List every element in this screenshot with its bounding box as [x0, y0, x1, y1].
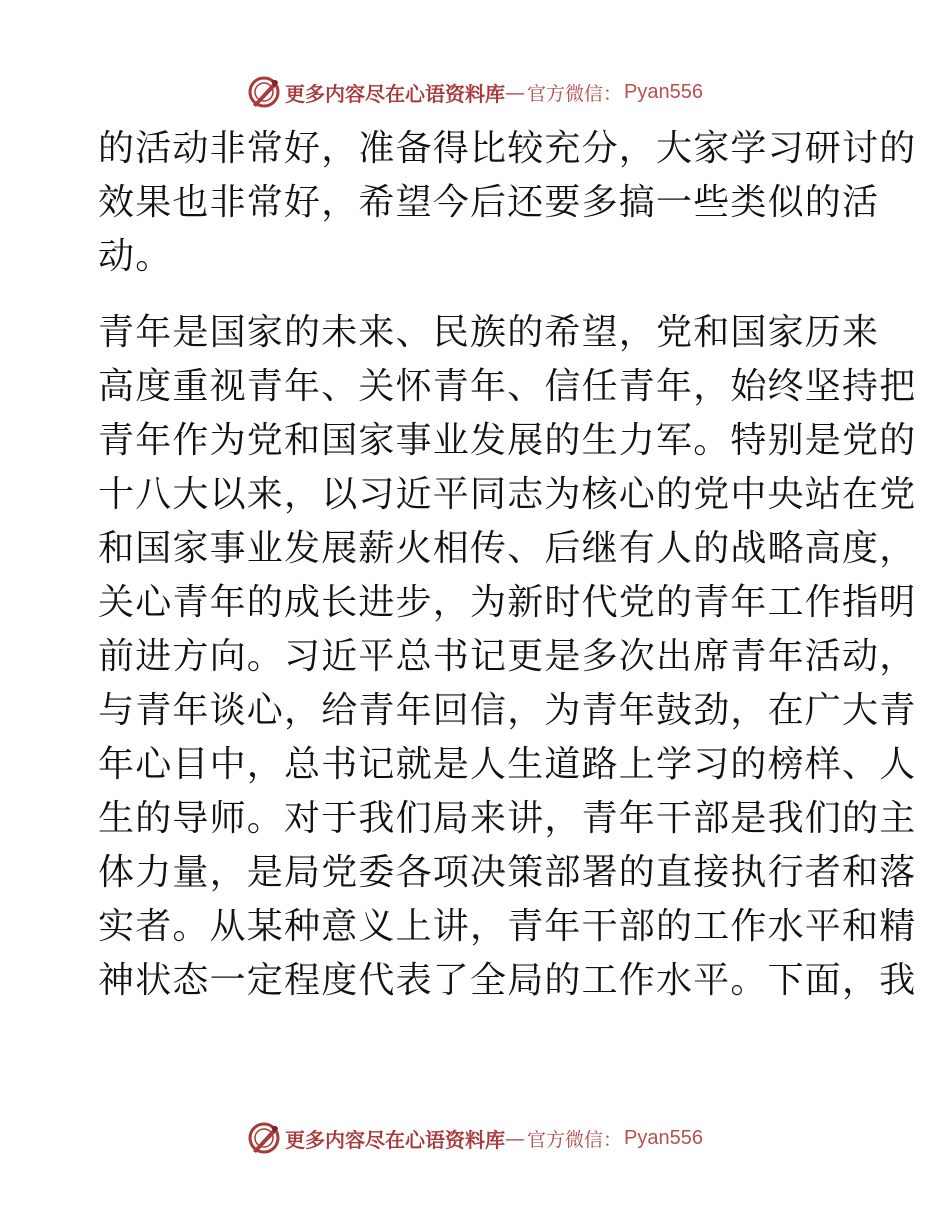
text-line: 青年是国家的未来、民族的希望，党和国家历来: [98, 312, 880, 353]
text-line: 效果也非常好，希望今后还要多搞一些类似的活: [98, 182, 880, 223]
site-name: 更多内容尽在心语资料库: [285, 81, 505, 106]
wechat-id: Pyan556: [624, 1126, 703, 1149]
official-wechat-label: 官方微信：: [527, 1128, 623, 1151]
separator-dash: —: [505, 80, 525, 104]
paragraph-1: [98, 122, 917, 284]
wechat-id: Pyan556: [624, 80, 703, 103]
official-wechat-label: 官方微信：: [527, 82, 623, 105]
quill-pen-logo-icon: [247, 75, 281, 109]
text-line: 动。: [98, 236, 173, 277]
text-line: 高度重视青年、关怀青年、信任青年，始终坚持把: [98, 366, 917, 407]
header-banner: [0, 72, 950, 112]
text-line: 体力量，是局党委各项决策部署的直接执行者和落: [98, 852, 917, 893]
text-line: 关心青年的成长进步，为新时代党的青年工作指明: [98, 582, 917, 623]
separator-dash: —: [505, 1126, 525, 1150]
paragraph-2: [98, 306, 917, 1008]
document-body: [98, 122, 917, 1008]
text-line: 实者。从某种意义上讲，青年干部的工作水平和精: [98, 906, 917, 947]
text-line: 青年作为党和国家事业发展的生力军。特别是党的: [98, 420, 917, 461]
site-name: 更多内容尽在心语资料库: [285, 1127, 505, 1152]
quill-pen-logo-icon: [247, 1121, 281, 1155]
text-line: 年心目中，总书记就是人生道路上学习的榜样、人: [98, 744, 917, 785]
text-line: 和国家事业发展薪火相传、后继有人的战略高度，: [98, 528, 917, 569]
text-line: 十八大以来，以习近平同志为核心的党中央站在党: [98, 474, 917, 515]
text-line: 前进方向。习近平总书记更是多次出席青年活动，: [98, 636, 917, 677]
text-line: 神状态一定程度代表了全局的工作水平。下面，我: [98, 960, 917, 1001]
text-line: 与青年谈心，给青年回信，为青年鼓劲，在广大青: [98, 690, 917, 731]
text-line: 的活动非常好，准备得比较充分，大家学习研讨的: [98, 128, 917, 169]
text-line: 生的导师。对于我们局来讲，青年干部是我们的主: [98, 798, 917, 839]
footer-banner: [0, 1118, 950, 1158]
